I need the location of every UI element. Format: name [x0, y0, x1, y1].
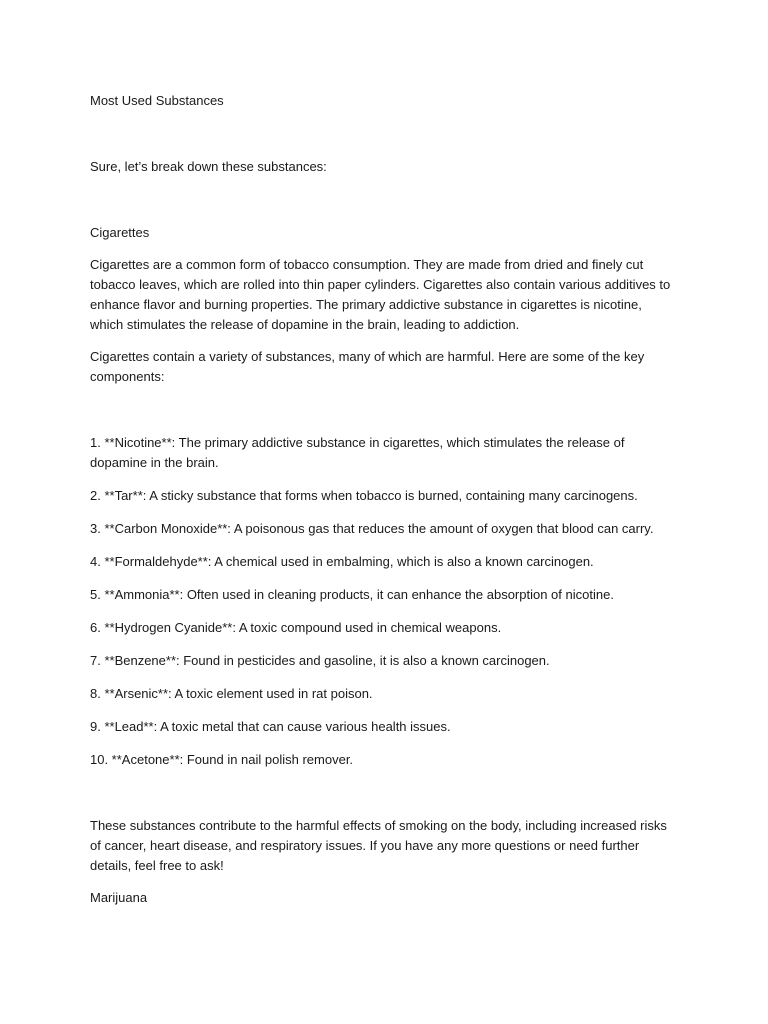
list-item: 6. **Hydrogen Cyanide**: A toxic compound used in chemical weapons.	[90, 620, 502, 635]
list-item: 4. **Formaldehyde**: A chemical used in embalming, which is also a known carcinogen.	[90, 554, 594, 569]
list-item: 3. **Carbon Monoxide**: A poisonous gas that reduces the amount of oxygen that blood can carry.	[90, 521, 654, 536]
section-heading-cigarettes: Cigarettes	[90, 225, 150, 240]
intro-paragraph: Sure, let’s break down these substances:	[90, 159, 327, 174]
list-item: 10. **Acetone**: Found in nail polish remover.	[90, 752, 354, 767]
list-item: 2. **Tar**: A sticky substance that forms when tobacco is burned, containing many carcinogens.	[90, 488, 638, 503]
list-item: 8. **Arsenic**: A toxic element used in rat poison.	[90, 686, 373, 701]
section-heading-marijuana: Marijuana	[90, 890, 148, 905]
closing-paragraph: These substances contribute to the harmful effects of smoking on the body, including increased risks of cancer, heart disease, and respiratory issues. If you have any more questions or need further details, feel free to ask!	[90, 818, 667, 873]
components-intro-paragraph: Cigarettes contain a variety of substances, many of which are harmful. Here are some of the key components:	[90, 349, 645, 384]
list-item: 7. **Benzene**: Found in pesticides and gasoline, it is also a known carcinogen.	[90, 653, 550, 668]
list-item: 1. **Nicotine**: The primary addictive substance in cigarettes, which stimulates the release of dopamine in the brain.	[90, 435, 625, 470]
list-item: 5. **Ammonia**: Often used in cleaning products, it can enhance the absorption of nicotine.	[90, 587, 614, 602]
components-list	[90, 433, 678, 770]
cigarettes-description-paragraph: Cigarettes are a common form of tobacco consumption. They are made from dried and finely cut tobacco leaves, which are rolled into thin paper cylinders. Cigarettes also contain various additives to enhance flavor and burning properties. The primary addictive substance in cigarettes is nicotine, which stimulates the release of dopamine in the brain, leading to addiction.	[90, 257, 671, 332]
document-title: Most Used Substances	[90, 93, 224, 108]
list-item: 9. **Lead**: A toxic metal that can cause various health issues.	[90, 719, 451, 734]
